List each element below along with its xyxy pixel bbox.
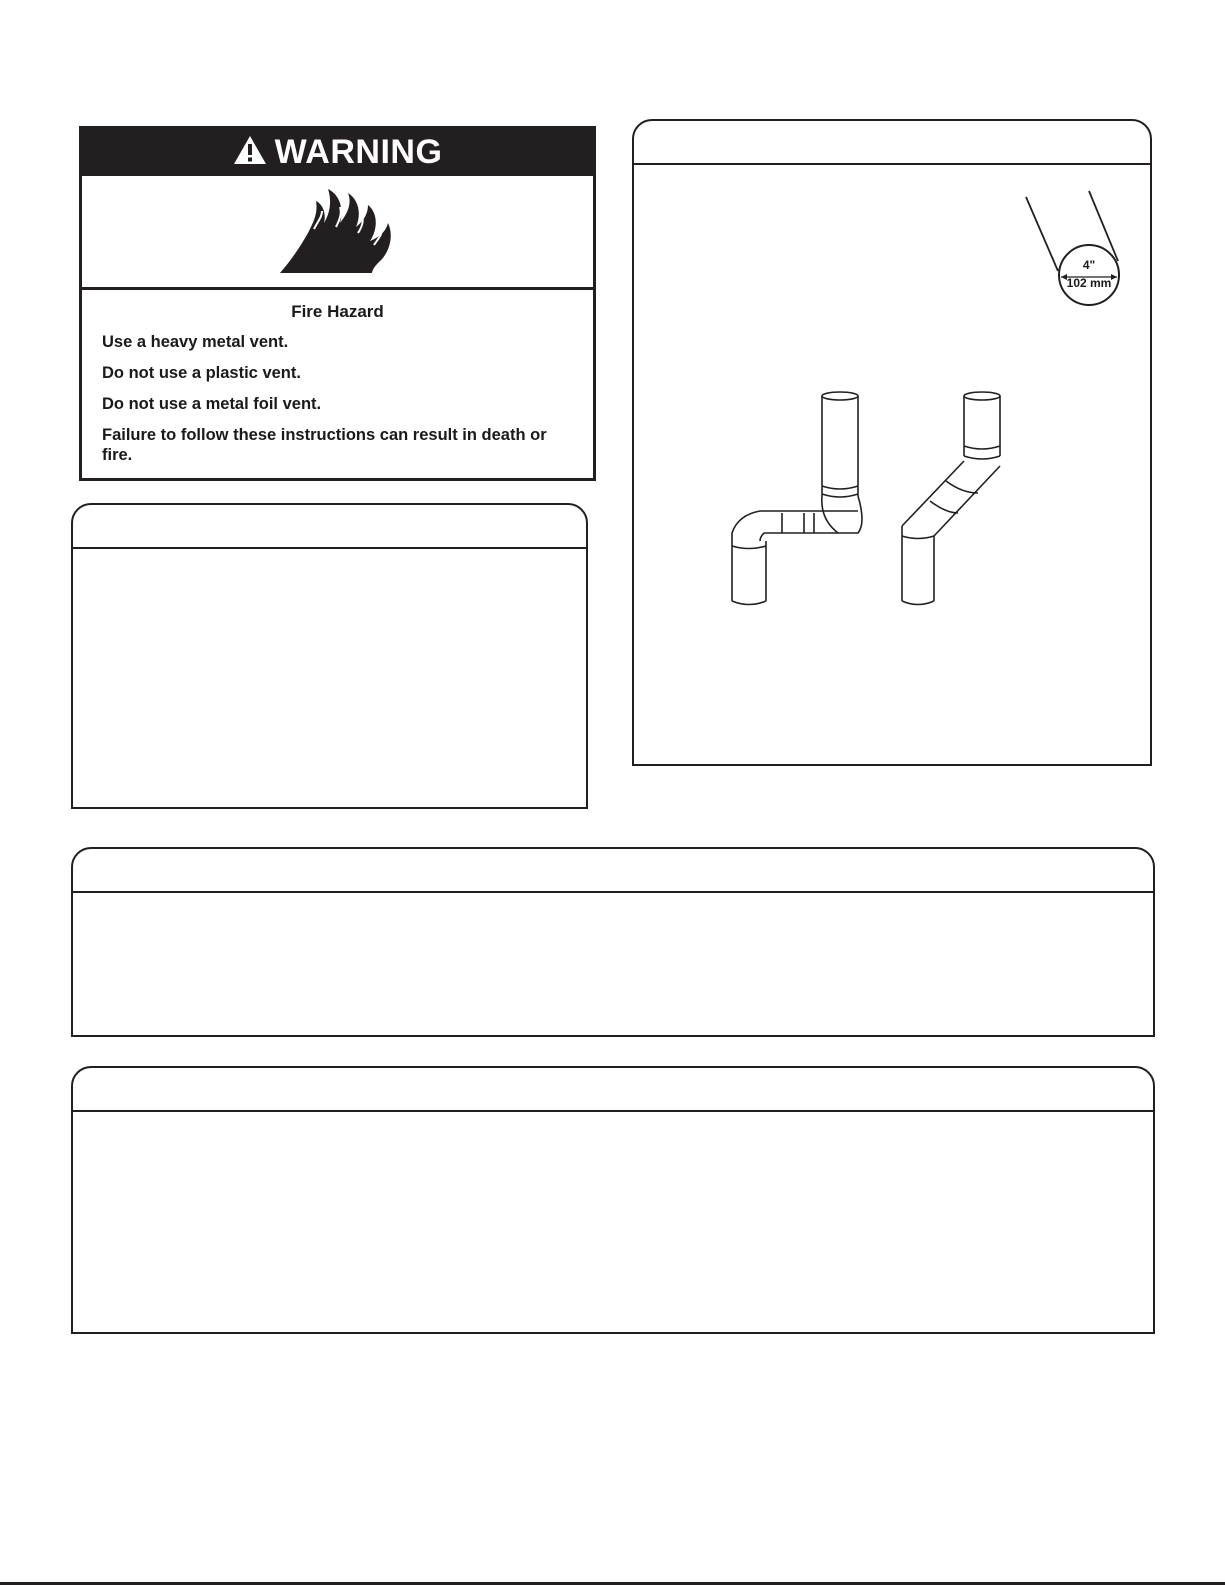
panel-divider <box>73 1110 1153 1112</box>
warning-line: Do not use a metal foil vent. <box>102 395 322 413</box>
warning-symbol-area <box>82 176 593 290</box>
vent-elbow-45-icon <box>902 392 1000 605</box>
warning-title: WARNING <box>274 133 443 171</box>
vent-elbow-90-icon <box>732 392 862 605</box>
wide-info-panel-1 <box>71 847 1155 1037</box>
vent-diagram-panel <box>632 119 1152 766</box>
warning-line: Failure to follow these instructions can result in death or fire. <box>102 426 547 464</box>
warning-line: Use a heavy metal vent. <box>102 333 289 351</box>
left-info-panel <box>71 503 588 809</box>
vent-diameter-mm: 102 mm <box>1066 276 1112 290</box>
hazard-title: Fire Hazard <box>291 302 384 321</box>
warning-box <box>79 126 596 481</box>
panel-divider <box>73 547 586 549</box>
warning-triangle-icon <box>233 135 267 170</box>
panel-divider <box>73 891 1153 893</box>
warning-line: Do not use a plastic vent. <box>102 364 301 382</box>
vent-diameter-inches: 4" <box>1082 258 1096 272</box>
fire-hazard-icon <box>278 183 398 280</box>
vent-diagram <box>634 121 1150 761</box>
warning-header <box>82 129 593 176</box>
wide-info-panel-2 <box>71 1066 1155 1334</box>
warning-body <box>82 290 593 478</box>
